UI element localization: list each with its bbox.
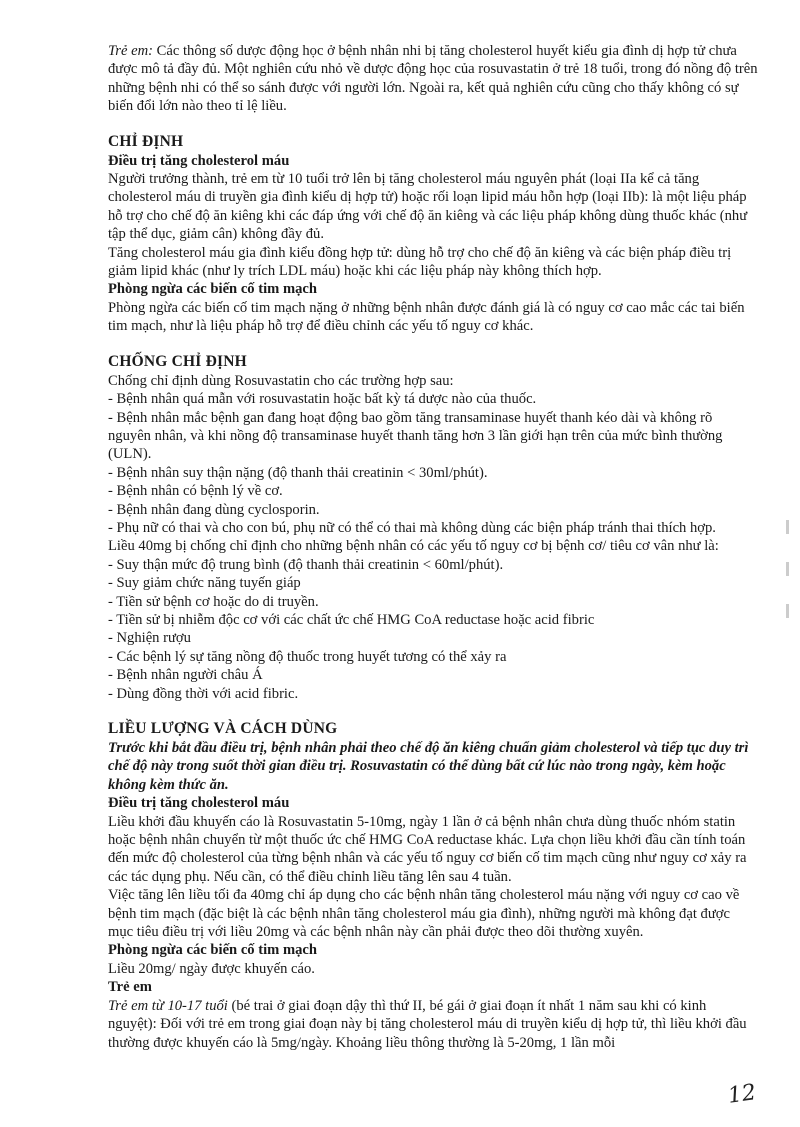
dose40-item: - Bệnh nhân người châu Á xyxy=(108,667,263,684)
document-page xyxy=(108,42,758,1052)
contraindication-item: - Bệnh nhân suy thận nặng (độ thanh thải creatinin < 30ml/phút). xyxy=(108,464,488,481)
left-margin-stamp-marks xyxy=(2,580,18,592)
dosage-paragraph-1: Liều khởi đầu khuyến cáo là Rosuvastatin 5-10mg, ngày 1 lần ở cả bệnh nhân chưa dùng thuốc nhóm statin hoặc bệnh nhân chuyển từ một thuốc ức chế HMG CoA reductase khác. Lựa chọn liều khởi đầu cần tính toán đến mức độ cholesterol của từng bệnh nhân và các yếu tố nguy cơ biến cố tim mạch cũng như nguy cơ xảy ra các tác dụng phụ. Nếu cần, có thể điều chỉnh liều tăng lên sau 4 tuần. xyxy=(108,813,747,885)
dosage-children-age: Trẻ em từ 10-17 tuổi xyxy=(108,997,228,1014)
dosage-children-text: (bé trai ở giai đoạn dậy thì thứ II, bé gái ở giai đoạn ít nhất 1 năm sau khi có kinh nguyệt): Đối với trẻ em trong giai đoạn này bị tăng cholesterol máu di truyền kiểu dị hợp tử, thì liều khởi đầu thường được khuyến cáo là 5mg/ngày. Khoảng liều thông thường là 5-20mg, 1 lần mỗi xyxy=(108,997,747,1051)
contraindication-item: - Bệnh nhân có bệnh lý về cơ. xyxy=(108,483,283,500)
contraindication-item: - Bệnh nhân quá mẫn với rosuvastatin hoặc bất kỳ tá dược nào của thuốc. xyxy=(108,391,537,408)
dosage-sub-cardio: Phòng ngừa các biến cố tim mạch xyxy=(108,942,318,959)
contraindication-item: - Bệnh nhân mắc bệnh gan đang hoạt động bao gồm tăng transaminase huyết thanh kéo dài và không rõ nguyên nhân, và khi nồng độ transaminase huyết thanh tăng hơn 3 lần giới hạn trên của mức bình thường (ULN). xyxy=(108,409,723,463)
dosage-paragraph-4 xyxy=(108,997,758,1052)
children-pk-paragraph xyxy=(108,42,758,116)
children-pk-text: Các thông số dược động học ở bệnh nhân nhi bị tăng cholesterol huyết kiểu gia đình dị hợp tử chưa được mô tả đầy đủ. Một nghiên cứu nhỏ về dược động học của rosuvastatin ở trẻ 18 tuổi, trong đó nồng độ trên những bệnh nhi có thể so sánh được với người lớn. Ngoài ra, kết quả nghiên cứu cũng cho thấy không có sự biến đổi lớn nào theo tỉ lệ liều. xyxy=(108,43,758,115)
dosage-heading: LIỀU LƯỢNG VÀ CÁCH DÙNG xyxy=(108,720,338,737)
contraindication-item: - Bệnh nhân đang dùng cyclosporin. xyxy=(108,501,320,518)
dose40-item: - Tiền sử bị nhiễm độc cơ với các chất ức chế HMG CoA reductase hoặc acid fibric xyxy=(108,611,595,628)
children-pk-lead: Trẻ em: xyxy=(108,43,153,59)
indications-sub-cardio: Phòng ngừa các biến cố tim mạch xyxy=(108,281,318,298)
dose40-item: - Các bệnh lý sự tăng nồng độ thuốc trong huyết tương có thể xảy ra xyxy=(108,648,507,665)
dose40-item: - Tiền sử bệnh cơ hoặc do di truyền. xyxy=(108,593,319,610)
page-number: 12 xyxy=(726,1080,758,1109)
dose40-item: - Suy giảm chức năng tuyến giáp xyxy=(108,575,301,592)
dose40-intro: Liều 40mg bị chống chỉ định cho những bệnh nhân có các yếu tố nguy cơ bị bệnh cơ/ tiêu cơ vân như là: xyxy=(108,538,719,555)
dose40-item: - Nghiện rượu xyxy=(108,630,191,647)
right-margin-marks xyxy=(786,520,794,646)
contraindication-item: - Phụ nữ có thai và cho con bú, phụ nữ có thể có thai mà không dùng các biện pháp tránh thai thích hợp. xyxy=(108,519,716,536)
indications-paragraph-3: Phòng ngừa các biến cố tim mạch nặng ở những bệnh nhân được đánh giá là có nguy cơ cao mắc các tai biến tim mạch, như là liệu pháp hỗ trợ để điều chỉnh các yếu tố nguy cơ khác. xyxy=(108,299,745,335)
indications-paragraph-1: Người trưởng thành, trẻ em từ 10 tuổi trở lên bị tăng cholesterol máu nguyên phát (loại IIa kể cả tăng cholesterol máu di truyền gia đình kiểu dị hợp tử) hoặc rối loạn lipid máu hỗn hợp (loại IIb): là một liệu pháp hỗ trợ cho chế độ ăn kiêng khi các đáp ứng với chế độ ăn kiêng và các liệu pháp không dùng thuốc khác (như tập thể dục, giảm cân) không đầy đủ. xyxy=(108,171,748,243)
dose40-item: - Suy thận mức độ trung bình (độ thanh thải creatinin < 60ml/phút). xyxy=(108,556,504,573)
contraindications-heading: CHỐNG CHỈ ĐỊNH xyxy=(108,352,247,370)
dosage-sub-children: Trẻ em xyxy=(108,979,152,996)
dosage-intro: Trước khi bắt đầu điều trị, bệnh nhân phải theo chế độ ăn kiêng chuẩn giảm cholesterol và tiếp tục duy trì chế độ này trong suốt thời gian điều trị. Rosuvastatin có thể dùng bất cứ lúc nào trong ngày, kèm hoặc không kèm thức ăn. xyxy=(108,740,749,793)
dosage-sub-cholesterol: Điều trị tăng cholesterol máu xyxy=(108,795,290,812)
dosage-paragraph-3: Liều 20mg/ ngày được khuyến cáo. xyxy=(108,960,315,977)
indications-heading: CHỈ ĐỊNH xyxy=(108,132,184,150)
indications-sub-cholesterol: Điều trị tăng cholesterol máu xyxy=(108,152,290,169)
dose40-item: - Dùng đồng thời với acid fibric. xyxy=(108,685,299,702)
dosage-paragraph-2: Việc tăng lên liều tối đa 40mg chỉ áp dụng cho các bệnh nhân tăng cholesterol máu nặng với nguy cơ cao về bệnh tim mạch (đặc biệt là các bệnh nhân tăng cholesterol máu gia đình), những người mà không đạt được mục tiêu điều trị với liều 20mg và các bệnh nhân này cần phải được theo dõi thường xuyên. xyxy=(108,887,740,941)
indications-paragraph-2: Tăng cholesterol máu gia đình kiểu đồng hợp tử: dùng hỗ trợ cho chế độ ăn kiêng và các biện pháp điều trị giảm lipid khác (như ly trích LDL máu) hoặc khi các liệu pháp này không thích hợp. xyxy=(108,244,732,280)
contraindications-intro: Chống chỉ định dùng Rosuvastatin cho các trường hợp sau: xyxy=(108,372,454,389)
